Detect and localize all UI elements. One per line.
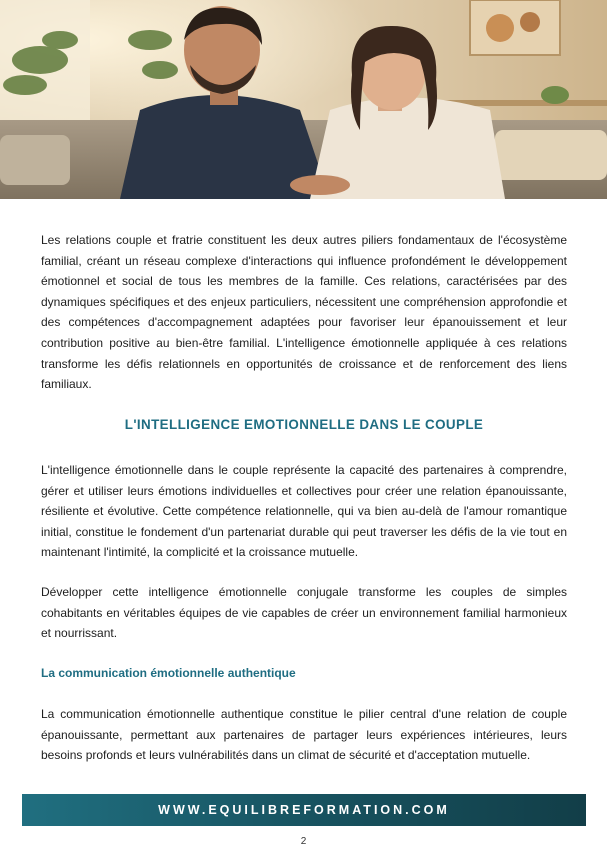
hero-photo	[0, 0, 607, 199]
page-number: 2	[300, 836, 307, 847]
subsection-title: La communication émotionnelle authentique	[41, 666, 296, 680]
footer-banner	[22, 794, 586, 826]
couple-intro-paragraph: L'intelligence émotionnelle dans le couple représente la capacité des partenaires à comprendre, gérer et utiliser leurs émotions individuelles et collectives pour créer une relation épanouissante, résiliente et évolutive. Cette compétence relationnelle, qui va bien au-delà de l'amour romantique initial, constitue le fondement d'un partenariat durable qui peut traverser les défis de la vie tout en maintenant l'intimité, la complicité et la croissance mutuelle.	[41, 463, 567, 560]
intro-paragraph: Les relations couple et fratrie constituent les deux autres piliers fondamentaux de l'écosystème familial, créant un réseau complexe d'interactions qui influence profondément le développement émotionnel et social de tous les membres de la famille. Ces relations, caractérisées par des dynamiques spécifiques et des enjeux particuliers, nécessitent une compréhension approfondie et des compétences d'accompagnement adaptées pour favoriser leur épanouissement et leur contribution positive au bien-être familial. L'intelligence émotionnelle appliquée à ces relations transforme les défis relationnels en opportunités de croissance et de renforcement des liens familiaux.	[41, 233, 567, 392]
couple-develop-paragraph: Développer cette intelligence émotionnelle conjugale transforme les couples de simples cohabitants en véritables équipes de vie capables de créer un environnement familial harmonieux et nourrissant.	[41, 585, 567, 641]
communication-paragraph: La communication émotionnelle authentique constitue le pilier central d'une relation de couple épanouissante, permettant aux partenaires de partager leurs expériences intérieures, leurs besoins profonds et leurs vulnérabilités dans un climat de sécurité et d'acceptation mutuelle.	[41, 707, 567, 763]
section-title: L'INTELLIGENCE EMOTIONNELLE DANS LE COUPLE	[124, 417, 484, 432]
couple-on-sofa-illustration	[0, 0, 607, 199]
website-link[interactable]: WWW.EQUILIBREFORMATION.COM	[158, 803, 450, 817]
